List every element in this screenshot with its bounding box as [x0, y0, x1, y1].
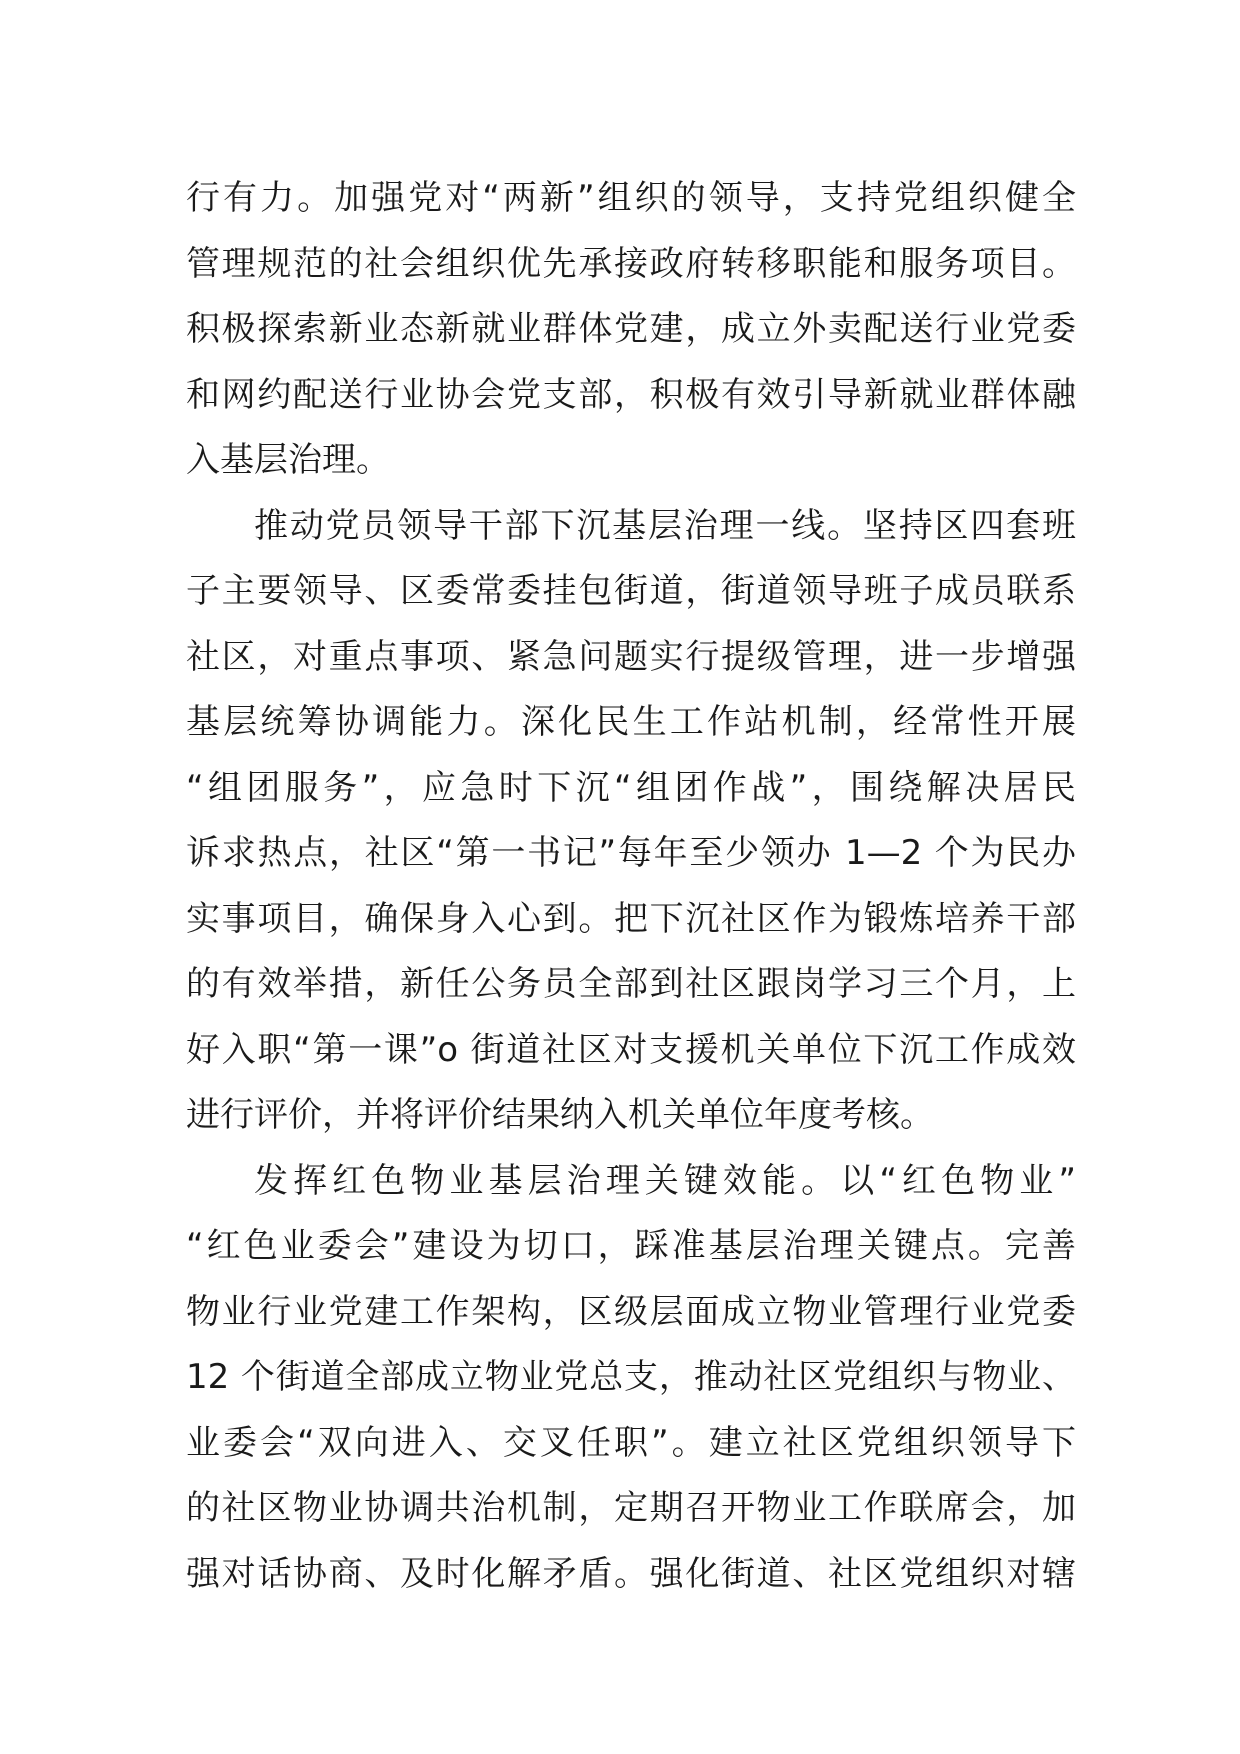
text-line: 推动党员领导干部下沉基层治理一线。坚持区四套班	[254, 505, 1076, 546]
text-line: 进行评价，并将评价结果纳入机关单位年度考核。	[186, 1095, 934, 1135]
text-line: 子主要领导、区委常委挂包街道，街道领导班子成员联系	[186, 571, 1076, 611]
text-line: 积极探索新业态新就业群体党建，成立外卖配送行业党委	[186, 309, 1076, 349]
text-line: “红色业委会”建设为切口，踩准基层治理关键点。完善	[186, 1226, 1076, 1266]
text-line: 实事项目，确保身入心到。把下沉社区作为锻炼培养干部	[186, 898, 1076, 939]
text-line: 和网约配送行业协会党支部，积极有效引导新就业群体融	[186, 374, 1076, 415]
text-line: 好入职“第一课”o 街道社区对支援机关单位下沉工作成效	[186, 1029, 1076, 1070]
text-line: 的社区物业协调共治机制，定期召开物业工作联席会，加	[186, 1488, 1076, 1528]
body-text	[186, 166, 1076, 1607]
text-line: 业委会“双向进入、交叉任职”。建立社区党组织领导下	[186, 1422, 1076, 1463]
text-line: 12 个街道全部成立物业党总支，推动社区党组织与物业、	[186, 1357, 1076, 1397]
text-line: 社区，对重点事项、紧急问题实行提级管理，进一步增强	[186, 636, 1076, 677]
text-line: 诉求热点，社区“第一书记”每年至少领办 1—2 个为民办	[186, 833, 1076, 873]
text-line: 管理规范的社会组织优先承接政府转移职能和服务项目。	[186, 243, 1076, 284]
text-line: 的有效举措，新任公务员全部到社区跟岗学习三个月，上	[186, 964, 1076, 1004]
text-line: 物业行业党建工作架构，区级层面成立物业管理行业党委	[186, 1291, 1076, 1332]
text-line: 入基层治理。	[186, 440, 390, 480]
text-line: 行有力。加强党对“两新”组织的领导，支持党组织健全	[186, 178, 1076, 218]
text-line: 发挥红色物业基层治理关键效能。以“红色物业”	[254, 1160, 1076, 1201]
text-line: 基层统筹协调能力。深化民生工作站机制，经常性开展	[186, 702, 1076, 742]
text-line: 强对话协商、及时化解矛盾。强化街道、社区党组织对辖	[186, 1553, 1076, 1594]
text-line: “组团服务”，应急时下沉“组团作战”，围绕解决居民	[186, 767, 1076, 808]
